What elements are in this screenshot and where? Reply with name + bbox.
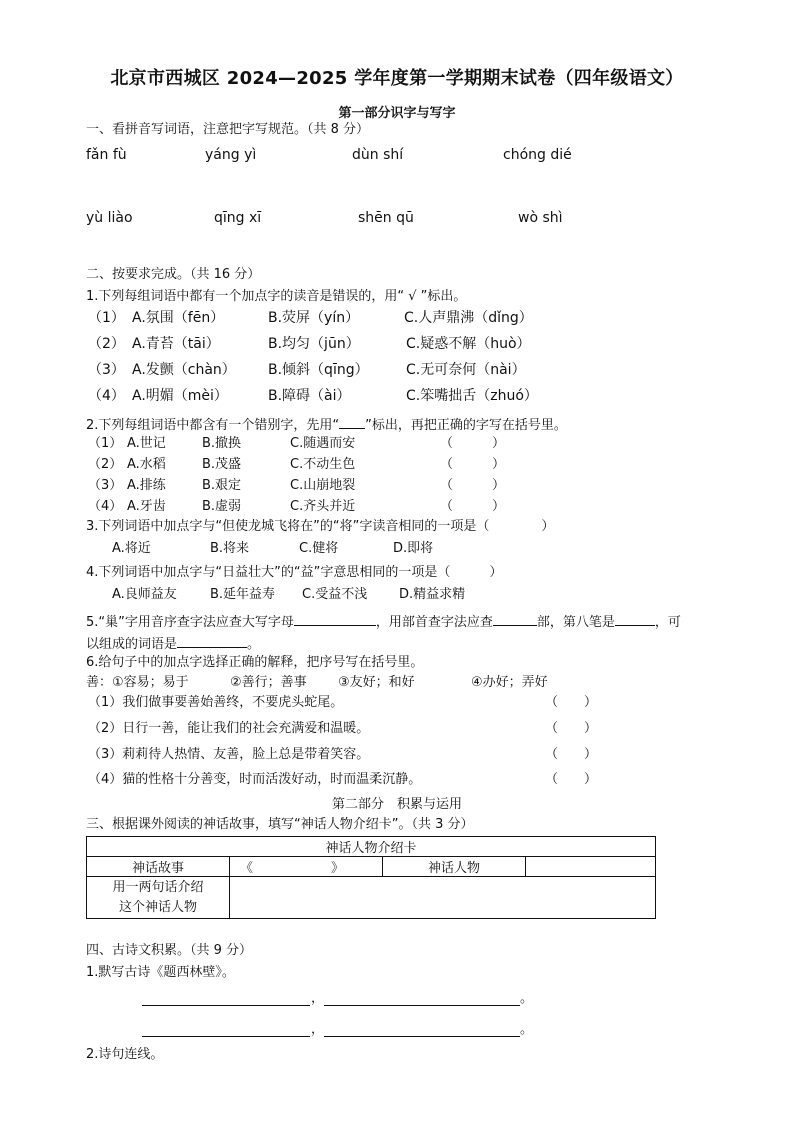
s5-text-e: 以组成的词语是 (86, 637, 178, 652)
q2-s4-prompt: 4.下列词语中加点字与“日益壮大”的“益”字意思相同的一项是（ ） (86, 565, 503, 580)
poem-line-2-blank-b[interactable] (324, 1036, 520, 1037)
s5-blank-letter[interactable] (294, 611, 376, 626)
myth-card-table (86, 836, 656, 919)
s6-row4-paren[interactable]: （ ） (545, 772, 598, 787)
s2-row3-paren[interactable]: （ ） (440, 478, 506, 493)
intro-label-line2: 这个神话人物 (118, 899, 197, 915)
intro-value-cell[interactable] (230, 877, 656, 919)
s2-row2-paren[interactable]: （ ） (440, 457, 506, 472)
q3-heading: 三、根据课外阅读的神话故事，填写“神话人物介绍卡”。（共 3 分） (86, 817, 474, 832)
s4-option-c: C.受益不浅 (302, 587, 368, 602)
s2-row3-a: A.排练 (127, 478, 166, 493)
pinyin-3: dùn shí (352, 147, 404, 163)
pinyin-4: chóng dié (503, 147, 572, 163)
person-value-cell[interactable] (526, 857, 656, 877)
q1-heading: 一、看拼音写词语，注意把字写规范。（共 8 分） (86, 122, 370, 137)
s1-row2-b: B.均匀（jūn） (268, 336, 360, 352)
s3-option-d: D.即将 (393, 541, 434, 556)
s6-row4-text: （4）猫的性格十分善变，时而活泼好动，时而温柔沉静。 (88, 772, 422, 787)
s3-option-a: A.将近 (112, 541, 151, 556)
pinyin-2: yáng yì (205, 147, 257, 163)
s2-row1-num: （1） (88, 436, 123, 451)
s5-text-c: 部，第八笔是 (536, 615, 615, 630)
s6-row2-text: （2）日行一善，能让我们的社会充满爱和温暖。 (88, 721, 370, 736)
q2-s2-prompt-b: ”标出，再把正确的字写在括号里。 (365, 418, 567, 433)
s2-row1-a: A.世记 (127, 436, 166, 451)
q4-s1-prompt: 1.默写古诗《题西林壁》。 (86, 965, 235, 980)
s1-row1-a: A.氛围（fēn） (132, 310, 225, 326)
s2-row2-b: B.茂盛 (202, 457, 242, 472)
s1-row4-num: （4） (88, 388, 125, 404)
page-title: 北京市西城区 2024—2025 学年度第一学期期末试卷（四年级语文） (110, 68, 684, 89)
q4-s2-prompt: 2.诗句连线。 (86, 1047, 164, 1062)
s5-text-a: 5.“巢”字用音序查字法应查大写字母 (86, 615, 294, 630)
q2-s5-line1 (86, 611, 681, 632)
s6-row3-text: （3）莉莉待人热情、友善，脸上总是带着笑容。 (88, 747, 370, 762)
s2-row2-a: A.水稻 (127, 457, 166, 472)
s1-row1-b: B.荧屏（yín） (268, 310, 360, 326)
s5-text-b: ，用部首查字法应查 (375, 615, 493, 630)
s2-row4-paren[interactable]: （ ） (440, 499, 506, 514)
part2-title: 第二部分 积累与运用 (331, 797, 462, 812)
s1-row3-b: B.倾斜（qīng） (268, 362, 369, 378)
q2-s2-prompt (86, 414, 567, 435)
pinyin-7: shēn qū (358, 210, 414, 226)
s5-blank-stroke[interactable] (615, 611, 655, 626)
pinyin-8: wò shì (518, 210, 563, 226)
s5-text-f: 。 (247, 637, 261, 652)
q2-s5-line2 (86, 633, 260, 654)
s1-row1-num: （1） (88, 310, 125, 326)
s2-row1-b: B.撤换 (202, 436, 242, 451)
s4-option-b: B.延年益寿 (210, 587, 276, 602)
story-label: 神话故事 (87, 857, 230, 877)
s6-row2-paren[interactable]: （ ） (545, 721, 598, 736)
s2-row2-num: （2） (88, 457, 123, 472)
s6-meaning-2: ②善行；善事 (230, 675, 307, 690)
q2-heading: 二、按要求完成。（共 16 分） (86, 267, 261, 282)
s1-row4-a: A.明媚（mèi） (132, 388, 228, 404)
s4-option-a: A.良师益友 (112, 587, 177, 602)
pinyin-1: fǎn fù (86, 147, 127, 163)
s2-row4-b: B.虚弱 (202, 499, 242, 514)
intro-label-line1: 用一两句话介绍 (112, 879, 204, 895)
s3-option-c: C.健将 (299, 541, 339, 556)
pinyin-6: qīng xī (214, 210, 262, 226)
card-title: 神话人物介绍卡 (87, 837, 656, 857)
story-value-cell[interactable]: 《 》 (230, 857, 383, 877)
s6-row3-paren[interactable]: （ ） (545, 747, 598, 762)
s1-row2-a: A.青苔（tāi） (132, 336, 220, 352)
s1-row2-c: C.疑惑不解（huò） (406, 336, 531, 352)
s6-meaning-3: ③友好；和好 (338, 675, 415, 690)
s4-option-d: D.精益求精 (399, 587, 466, 602)
part1-title: 第一部分识字与写字 (338, 106, 456, 121)
s5-text-d: ，可 (654, 615, 681, 630)
poem-line-1-period: 。 (520, 991, 534, 1006)
person-label: 神话人物 (383, 857, 526, 877)
s5-blank-radical[interactable] (493, 611, 537, 626)
s2-row3-num: （3） (88, 478, 123, 493)
intro-label (87, 877, 230, 919)
s6-meaning-4: ④办好；弄好 (471, 675, 548, 690)
poem-line-2-comma: ， (311, 1022, 325, 1037)
poem-line-2-period: 。 (520, 1022, 534, 1037)
s1-row4-c: C.笨嘴拙舌（zhuó） (406, 388, 538, 404)
s3-option-b: B.将来 (210, 541, 250, 556)
s5-blank-word[interactable] (177, 633, 247, 648)
q2-s2-prompt-a: 2.下列每组词语中都含有一个错别字，先用“ (86, 418, 340, 433)
q2-s6-prompt: 6.给句子中的加点字选择正确的解释，把序号写在括号里。 (86, 655, 424, 670)
s2-row2-c: C.不动生色 (290, 457, 356, 472)
s1-row3-num: （3） (88, 362, 125, 378)
s2-row4-c: C.齐头并近 (290, 499, 356, 514)
s2-row1-c: C.随遇而安 (290, 436, 356, 451)
s6-row1-text: （1）我们做事要善始善终，不要虎头蛇尾。 (88, 695, 344, 710)
q4-heading: 四、古诗文积累。（共 9 分） (86, 943, 253, 958)
pinyin-5: yù liào (86, 210, 133, 226)
s6-meaning-1: 善：①容易；易于 (86, 675, 189, 690)
s1-row2-num: （2） (88, 336, 125, 352)
q2-s1-prompt: 1.下列每组词语中都有一个加点字的读音是错误的，用“ √ ”标出。 (86, 289, 467, 304)
poem-line-1-blank-b[interactable] (324, 1005, 520, 1006)
s1-row3-a: A.发颤（chàn） (132, 362, 236, 378)
s2-row3-b: B.艰定 (202, 478, 242, 493)
s1-row3-c: C.无可奈何（nài） (406, 362, 526, 378)
s2-row4-num: （4） (88, 499, 123, 514)
s1-row4-b: B.障碍（ài） (268, 388, 351, 404)
poem-line-1-blank-a[interactable] (142, 1005, 310, 1006)
s2-row3-c: C.山崩地裂 (290, 478, 356, 493)
poem-line-1-comma: ， (311, 991, 325, 1006)
poem-line-2-blank-a[interactable] (142, 1036, 310, 1037)
underline-mark (339, 414, 365, 429)
s2-row1-paren[interactable]: （ ） (440, 436, 506, 451)
q2-s3-prompt: 3.下列词语中加点字与“但使龙城飞将在”的“将”字读音相同的一项是（ ） (86, 519, 555, 534)
s6-row1-paren[interactable]: （ ） (545, 695, 598, 710)
s1-row1-c: C.人声鼎沸（dǐng） (404, 310, 533, 326)
s2-row4-a: A.牙齿 (127, 499, 166, 514)
